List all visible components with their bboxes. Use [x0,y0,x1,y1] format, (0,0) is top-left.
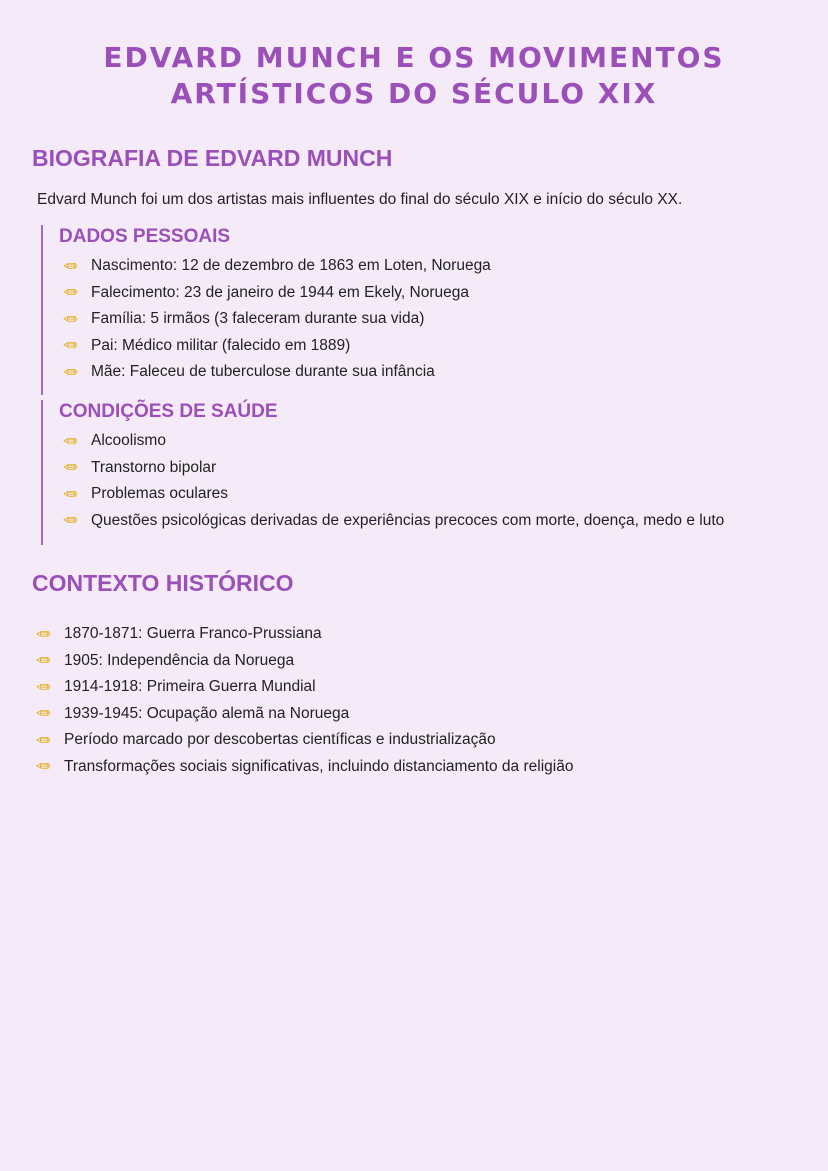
biografia-intro: Edvard Munch foi um dos artistas mais influentes do final do século XIX e início do século XX. [37,191,683,208]
pencil-icon: ✏ [62,458,78,478]
list-item [59,481,724,508]
pencil-icon: ✏ [35,624,51,644]
list-item [59,359,491,386]
list-item-text: 1870-1871: Guerra Franco-Prussiana [64,625,322,643]
condicoes-saude-list [59,428,724,534]
list-item-text: 1905: Independência da Noruega [64,651,295,669]
pencil-icon: ✏ [62,283,78,303]
condicoes-saude-heading: CONDIÇÕES DE SAÚDE [59,401,278,422]
pencil-icon: ✏ [35,651,51,671]
pencil-icon: ✏ [62,256,78,276]
list-item [59,455,724,482]
document-title-line-2: ARTÍSTICOS DO SÉCULO XIX [170,77,658,110]
list-item [59,508,724,535]
list-item [59,428,724,455]
document-title-line-1: EDVARD MUNCH E OS MOVIMENTOS [103,41,725,74]
list-item-text: Nascimento: 12 de dezembro de 1863 em Loten, Noruega [91,257,491,275]
contexto-list [32,621,573,780]
list-item-text: Transformações sociais significativas, incluindo distanciamento da religião [64,757,574,775]
list-item [32,621,573,648]
list-item-text: Mãe: Faleceu de tuberculose durante sua infância [91,363,435,381]
dados-pessoais-section [41,225,491,395]
list-item [59,253,491,280]
pencil-icon: ✏ [62,362,78,382]
list-item-text: Pai: Médico militar (falecido em 1889) [91,336,351,354]
list-item-text: Transtorno bipolar [91,458,217,476]
list-item-text: Questões psicológicas derivadas de experiências precoces com morte, doença, medo e luto [91,511,725,529]
list-item [32,674,573,701]
pencil-icon: ✏ [62,336,78,356]
list-item [59,333,491,360]
pencil-icon: ✏ [35,677,51,697]
list-item [32,701,573,728]
list-item-text: 1914-1918: Primeira Guerra Mundial [64,678,316,696]
list-item-text: Problemas oculares [91,485,228,503]
biografia-heading: BIOGRAFIA DE EDVARD MUNCH [32,145,393,171]
pencil-icon: ✏ [35,730,51,750]
list-item-text: 1939-1945: Ocupação alemã na Noruega [64,704,350,722]
list-item [32,727,573,754]
list-item-text: Período marcado por descobertas científicas e industrialização [64,731,496,749]
dados-pessoais-list [59,253,491,386]
list-item [59,280,491,307]
list-item-text: Família: 5 irmãos (3 faleceram durante sua vida) [91,310,425,328]
pencil-icon: ✏ [35,757,51,777]
pencil-icon: ✏ [62,511,78,531]
document-title [0,40,828,112]
list-item-text: Alcoolismo [91,432,166,450]
list-item [59,306,491,333]
contexto-heading: CONTEXTO HISTÓRICO [32,570,294,596]
dados-pessoais-heading: DADOS PESSOAIS [59,226,231,247]
list-item [32,648,573,675]
list-item [32,754,573,781]
pencil-icon: ✏ [35,704,51,724]
pencil-icon: ✏ [62,309,78,329]
condicoes-saude-section [41,400,724,545]
pencil-icon: ✏ [62,431,78,451]
list-item-text: Falecimento: 23 de janeiro de 1944 em Ekely, Noruega [91,283,469,301]
pencil-icon: ✏ [62,484,78,504]
